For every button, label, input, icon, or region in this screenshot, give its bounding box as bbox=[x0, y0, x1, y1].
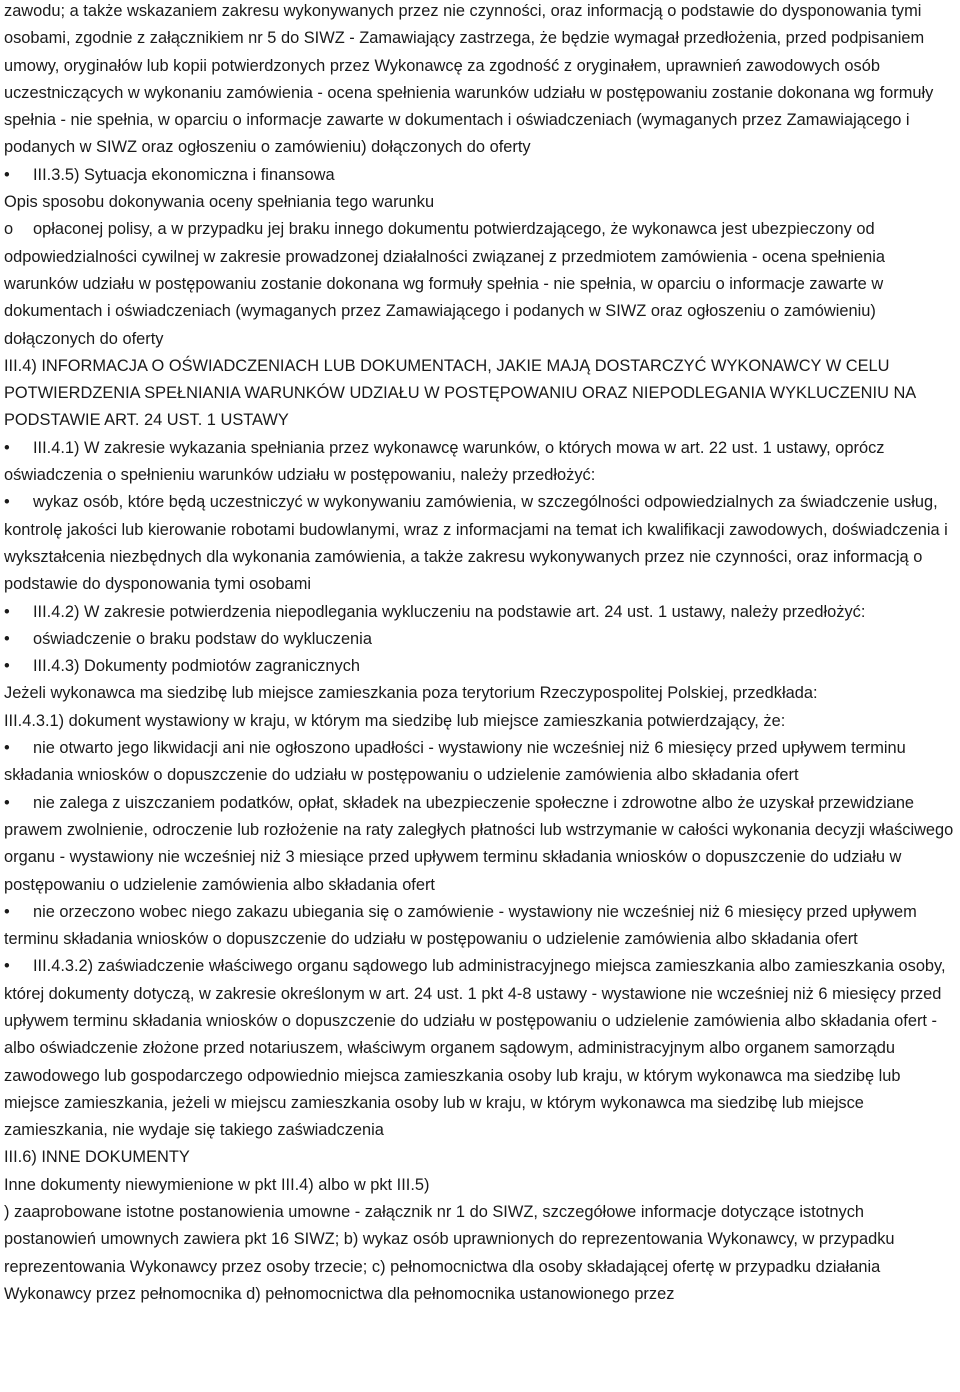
bullet-marker: • bbox=[4, 657, 10, 676]
bullet-text: III.4.3.2) zaświadczenie właściwego organu sądowego lub administracyjnego miejsca zamieszkania albo zamieszkania osoby, której dokumenty dotyczą, w zakresie określonym w art. 24 ust. 1 pkt 4-8 ustawy - wystawione nie wcześniej niż 6 miesięcy przed upływem terminu składania wniosków o dopuszczenie do udziału w postępowaniu o udzielenie zamówienia albo składania ofert - albo oświadczenie złożone przed notariuszem, właściwym organem sądowym, administracyjnym albo organem samorządu zawodowego lub gospodarczego odpowiednio miejsca zamieszkania osoby lub kraju, w którym wykonawca ma siedzibę lub miejsce zamieszkania, jeżeli w miejscu zamieszkania osoby lub w kraju, w którym wykonawca ma siedzibę lub miejsce zamieszkania, nie wydaje się takiego zaświadczenia bbox=[4, 957, 946, 1140]
item-text: opłaconej polisy, a w przypadku jej braku innego dokumentu potwierdzającego, że wykonawca jest ubezpieczony od odpowiedzialności cywilnej w zakresie prowadzonej działalności związanej z przedmiotem zamówienia - ocena spełnienia warunków udziału w postępowaniu zostanie dokonana wg formuły spełnia - nie spełnia, w oparciu o informacje zawarte w dokumentach i oświadczeniach (wymaganych przez Zamawiającego i podanych w SIWZ oraz ogłoszeniu o zamówieniu) dołączonych do oferty bbox=[4, 220, 885, 348]
bullet-marker: • bbox=[4, 957, 10, 976]
bullet-iii-4-3-2 bbox=[4, 953, 958, 1144]
bullet-text: III.3.5) Sytuacja ekonomiczna i finansowa bbox=[33, 165, 335, 184]
bullet-marker: • bbox=[4, 493, 10, 512]
bullet-text: oświadczenie o braku podstaw do wykluczenia bbox=[33, 629, 372, 648]
paragraph-iii-4-3-1: III.4.3.1) dokument wystawiony w kraju, w którym ma siedzibę lub miejsce zamieszkania potwierdzający, że: bbox=[4, 711, 786, 730]
bullet-marker: • bbox=[4, 602, 10, 621]
bullet-text: nie zalega z uiszczaniem podatków, opłat, składek na ubezpieczenie społeczne i zdrowotne albo że uzyskał przewidziane prawem zwolnienie, odroczenie lub rozłożenie na raty zaległych płatności lub wstrzymanie w całości wykonania decyzji właściwego organu - wystawiony nie wcześniej niż 3 miesiące przed upływem terminu składania wniosków o dopuszczenie do udziału w postępowaniu o udzielenie zamówienia albo składania ofert bbox=[4, 793, 954, 894]
item-insurance-policy bbox=[4, 216, 958, 352]
bullet-text: III.4.3) Dokumenty podmiotów zagranicznych bbox=[33, 657, 361, 676]
bullet-text: nie orzeczono wobec niego zakazu ubiegania się o zamówienie - wystawiony nie wcześniej niż 6 miesięcy przed upływem terminu składania wniosków o dopuszczenie do udziału w postępowaniu o udzielenie zamówienia albo składania ofert bbox=[4, 902, 917, 949]
document-body bbox=[4, 0, 958, 1308]
section-heading-iii-4: III.4) INFORMACJA O OŚWIADCZENIACH LUB DOKUMENTACH, JAKIE MAJĄ DOSTARCZYĆ WYKONAWCY W CELU POTWIERDZENIA SPEŁNIANIA WARUNKÓW UDZIAŁU W POSTĘPOWANIU ORAZ NIEPODLEGANIA WYKLUCZENIU NA PODSTAWIE ART. 24 UST. 1 USTAWY bbox=[4, 356, 916, 430]
bullet-text: nie otwarto jego likwidacji ani nie ogłoszono upadłości - wystawiony nie wcześniej niż 6 miesięcy przed upływem terminu składania wniosków o dopuszczenie do udziału w postępowaniu o udzielenie zamówienia albo składania ofert bbox=[4, 739, 906, 785]
bullet-no-exclusion-statement bbox=[4, 626, 958, 653]
paragraph-intro: zawodu; a także wskazaniem zakresu wykonywanych przez nie czynności, oraz informacją o podstawie do dysponowania tymi osobami, zgodnie z załącznikiem nr 5 do SIWZ - Zamawiający zastrzega, że będzie wymagał przedłożenia, przed podpisaniem umowy, oryginałów lub kopii potwierdzonych przez Wykonawcę za zgodność z oryginałem, uprawnień zawodowych osób uczestniczących w wykonaniu zamówienia - ocena spełnienia warunków udziału w postępowaniu zostanie dokonana wg formuły spełnia - nie spełnia, w oparciu o informacje zawarte w dokumentach i oświadczeniach (wymaganych przez Zamawiającego i podanych w SIWZ oraz ogłoszeniu o zamówieniu) dołączonych do oferty bbox=[4, 2, 934, 157]
bullet-personnel-list bbox=[4, 489, 958, 598]
paragraph-contract-terms: ) zaaprobowane istotne postanowienia umowne - załącznik nr 1 do SIWZ, szczegółowe informacje dotyczące istotnych postanowień umownych zawiera pkt 16 SIWZ; b) wykaz osób uprawnionych do reprezentowania Wykonawcy, w przypadku reprezentowania Wykonawcy przez osoby trzecie; c) pełnomocnictwa dla osoby składającej ofertę w przypadku działania Wykonawcy przez pełnomocnika d) pełnomocnictwa dla pełnomocnika ustanowionego przez bbox=[4, 1203, 895, 1303]
bullet-no-liquidation bbox=[4, 735, 958, 790]
bullet-no-ban bbox=[4, 899, 958, 954]
bullet-marker: • bbox=[4, 902, 10, 921]
paragraph-assessment-method: Opis sposobu dokonywania oceny spełniania tego warunku bbox=[4, 193, 435, 212]
bullet-marker: • bbox=[4, 739, 10, 758]
bullet-marker: • bbox=[4, 438, 10, 457]
paragraph-other-documents: Inne dokumenty niewymienione w pkt III.4) albo w pkt III.5) bbox=[4, 1175, 430, 1194]
paragraph-foreign-contractor: Jeżeli wykonawca ma siedzibę lub miejsce zamieszkania poza terytorium Rzeczypospolitej Polskiej, przedkłada: bbox=[4, 684, 818, 703]
bullet-marker: • bbox=[4, 165, 10, 184]
bullet-marker: • bbox=[4, 629, 10, 648]
bullet-iii-4-2 bbox=[4, 599, 958, 626]
bullet-text: III.4.1) W zakresie wykazania spełniania przez wykonawcę warunków, o których mowa w art. 22 ust. 1 ustawy, oprócz oświadczenia o spełnieniu warunków udziału w postępowaniu, należy przedłożyć: bbox=[4, 438, 885, 485]
bullet-no-tax-arrears bbox=[4, 790, 958, 899]
bullet-iii-4-1 bbox=[4, 435, 958, 490]
section-heading-iii-6: III.6) INNE DOKUMENTY bbox=[4, 1148, 190, 1167]
bullet-economic-situation bbox=[4, 162, 958, 189]
bullet-text: wykaz osób, które będą uczestniczyć w wykonywaniu zamówienia, w szczególności odpowiedzialnych za świadczenie usług, kontrolę jakości lub kierowanie robotami budowlanymi, wraz z informacjami na temat ich kwalifikacji zawodowych, doświadczenia i wykształcenia niezbędnych dla wykonania zamówienia, a także zakresu wykonywanych przez nie czynności, oraz informacją o podstawie do dysponowania tymi osobami bbox=[4, 493, 948, 594]
bullet-iii-4-3 bbox=[4, 653, 958, 680]
bullet-text: III.4.2) W zakresie potwierdzenia niepodlegania wykluczeniu na podstawie art. 24 ust. 1 ustawy, należy przedłożyć: bbox=[33, 602, 866, 621]
bullet-marker: • bbox=[4, 793, 10, 812]
list-marker: o bbox=[4, 220, 14, 239]
